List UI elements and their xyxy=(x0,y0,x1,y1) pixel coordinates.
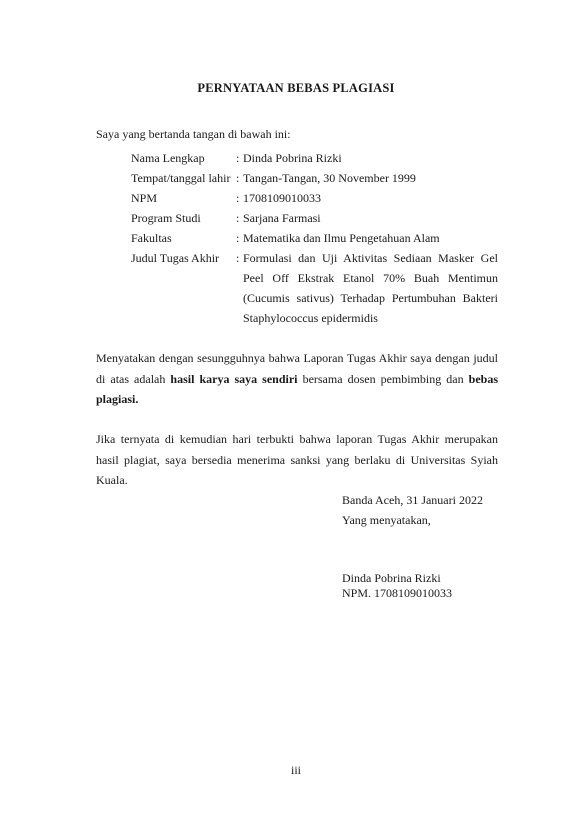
signer-npm: NPM. 1708109010033 xyxy=(342,586,453,600)
field-label: Program Studi xyxy=(131,211,201,225)
identity-fields xyxy=(131,148,498,328)
declaration-text: Menyatakan dengan sesungguhnya bahwa Laporan Tugas Akhir saya dengan judul di atas adalah xyxy=(96,351,498,386)
field-row-program xyxy=(131,208,498,228)
declaration-text: bersama dosen pembimbing dan xyxy=(297,371,469,386)
field-value: Dinda Pobrina Rizki xyxy=(243,151,342,165)
field-value: Sarjana Farmasi xyxy=(243,211,321,225)
field-row-faculty xyxy=(131,228,498,248)
field-label: Nama Lengkap xyxy=(131,151,205,165)
place-date: Banda Aceh, 31 Januari 2022 xyxy=(342,493,483,507)
intro-text: Saya yang bertanda tangan di bawah ini: xyxy=(96,127,291,141)
signature-statement: Yang menyatakan, xyxy=(342,513,431,527)
field-colon: : xyxy=(236,171,240,185)
field-value: Tangan-Tangan, 30 November 1999 xyxy=(243,171,416,185)
declaration-paragraph xyxy=(96,348,498,410)
field-label: Judul Tugas Akhir xyxy=(131,251,220,265)
page-number: iii xyxy=(290,763,301,777)
field-label: Tempat/tanggal lahir xyxy=(131,171,231,185)
signature-block xyxy=(342,571,452,601)
signer-name: Dinda Pobrina Rizki xyxy=(342,571,441,585)
declaration-emphasis-plagiarism-free: bebas plagiasi. xyxy=(96,371,498,406)
declaration-emphasis-own-work: hasil karya saya sendiri xyxy=(170,371,298,386)
field-value: Formulasi dan Uji Aktivitas Sediaan Masker Gel Peel Off Ekstrak Etanol 70% Buah Mentimun (Cucumis sativus) Terhadap Pertumbuhan Bakteri Staphylococcus epidermidis xyxy=(243,251,498,325)
field-label: Fakultas xyxy=(131,231,172,245)
sanction-paragraph: Jika ternyata di kemudian hari terbukti bahwa laporan Tugas Akhir merupakan hasil plagiat, saya bersedia menerima sanksi yang berlaku di Universitas Syiah Kuala. xyxy=(96,432,498,487)
signature-header xyxy=(342,490,483,530)
field-colon: : xyxy=(236,191,240,205)
field-colon: : xyxy=(236,211,240,225)
field-colon: : xyxy=(236,251,240,265)
field-row-thesis-title xyxy=(131,248,498,328)
field-row-birth xyxy=(131,168,498,188)
page-title: PERNYATAAN BEBAS PLAGIASI xyxy=(197,81,395,95)
field-value: 1708109010033 xyxy=(243,191,321,205)
field-row-name xyxy=(131,148,498,168)
field-colon: : xyxy=(236,231,240,245)
field-label: NPM xyxy=(131,191,158,205)
field-colon: : xyxy=(236,151,240,165)
field-value: Matematika dan Ilmu Pengetahuan Alam xyxy=(243,231,440,245)
field-row-npm xyxy=(131,188,498,208)
